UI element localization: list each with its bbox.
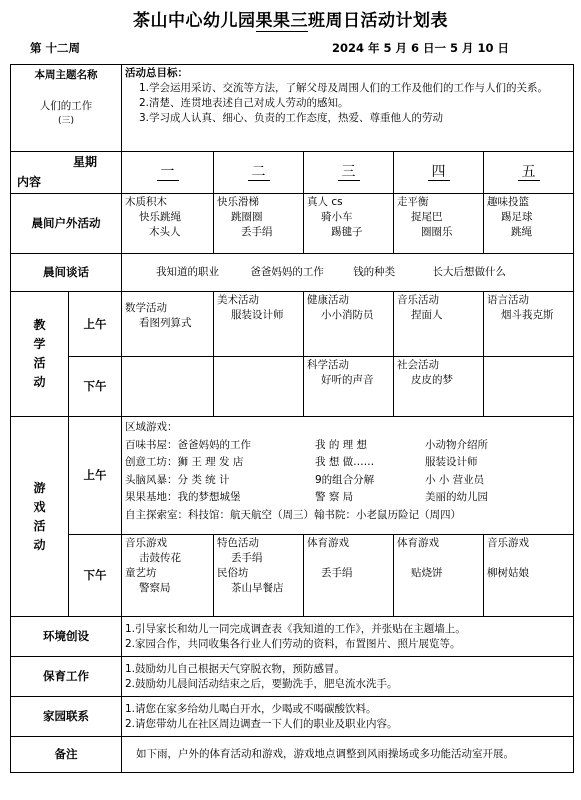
home-cell [122,697,574,737]
theme-row [11,65,574,152]
goal-item: 1.学会运用采访、交流等方法，了解父母及周围人们的工作及他们的工作与人们的关系。 [139,82,549,94]
teaching-pm-label: 下午 [69,357,122,417]
teaching-cell [484,357,574,417]
goal-item: 3.学习成人认真、细心、负责的工作态度，热爱、尊重他人的劳动 [139,112,444,124]
care-item: 2.鼓励幼儿晨间活动结束之后，要勤洗手，肥皂流水洗手。 [125,677,398,690]
theme-label: 本周主题名称 [34,69,98,81]
goals-label: 活动总目标： [125,67,188,79]
area-row: 创意工坊：狮 王 理 发 店 我 想 做…… 服装设计师 [125,456,478,468]
teaching-pm-row [11,357,574,417]
day-header: 一 [122,152,214,194]
header-content: 内容 [17,175,42,189]
game-pm-label: 下午 [69,535,122,617]
teaching-am-row [11,292,574,357]
home-item: 2.请您带幼儿在社区周边调查一下人们的职业及职业内容。 [125,717,398,730]
care-item: 1.鼓励幼儿自己根据天气穿脱衣物，预防感冒。 [125,662,346,675]
home-item: 1.请您在家多给幼儿喝白开水，少喝或不喝碳酸饮料。 [125,702,377,715]
area-row: 百味书屋：爸爸妈妈的工作 我 的 理 想 小动物介绍所 [125,438,488,451]
teaching-cell: 科学活动 好听的声音 [304,357,394,417]
talk-topic: 爸爸妈妈的工作 [250,266,324,278]
care-label: 保育工作 [11,657,122,697]
game-cell: 音乐游戏 柳树姑娘 [484,535,574,617]
talk-topic: 长大后想做什么 [432,266,507,278]
talk-topic: 钱的种类 [353,266,396,278]
teaching-cell: 社会活动 皮皮的梦 [394,357,484,417]
class-name: 果果三 [255,11,308,31]
week-label: 第 十二周 [30,41,81,55]
goal-item: 2.清楚、连贯地表述自己对成人劳动的感知。 [139,97,349,109]
game-label: 游戏活动 [11,417,69,617]
morning-outdoor-label: 晨间户外活动 [11,194,122,254]
outdoor-cell: 快乐滑梯 跳圈圈 丢手绢 [214,194,304,254]
day-header: 五 [484,152,574,194]
game-cell: 音乐游戏 击鼓传花 童艺坊 警察局 [122,535,214,617]
morning-talk-cell [122,254,574,292]
outdoor-cell: 木质积木 快乐跳绳 木头人 [122,194,214,254]
header-corner [11,152,122,194]
teaching-cell: 美术活动 服装设计师 [214,292,304,357]
game-am-row [11,417,574,535]
theme-cell [11,65,122,152]
theme-name: 人们的工作 [39,100,93,112]
morning-talk-label: 晨间谈话 [11,254,122,292]
environment-label: 环境创设 [11,617,122,657]
day-header: 二 [214,152,304,194]
morning-talk-row [11,254,574,292]
header-weekday: 星期 [72,155,97,169]
teaching-cell: 音乐活动 捏面人 [394,292,484,357]
kindergarten-name: 茶山中心幼儿园 [133,11,256,31]
teaching-cell: 语言活动 烟斗莪克斯 [484,292,574,357]
day-header: 四 [394,152,484,194]
area-title: 区域游戏： [125,421,178,433]
notes-label: 备注 [11,737,122,773]
teaching-cell: 数学活动 看图列算式 [122,292,214,357]
area-games-cell [122,417,574,535]
day-header: 三 [304,152,394,194]
notes-row [11,737,574,773]
game-cell: 体育游戏 贴烧饼 [394,535,484,617]
teaching-cell [122,357,214,417]
morning-outdoor-row [11,194,574,254]
area-row: 果果基地：我的梦想城堡 警 察 局 美丽的幼儿园 [125,491,488,503]
teaching-cell [214,357,304,417]
notes-cell: 如下雨，户外的体育活动和游戏，游戏地点调整到风雨操场或多功能活动室开展。 [122,737,574,773]
teaching-cell: 健康活动 小小消防员 [304,292,394,357]
game-cell: 特色活动 丢手绢 民俗坊 茶山早餐店 [214,535,304,617]
date-range: 2024 年 5 月 6 日一 5 月 10 日 [332,41,510,55]
weekly-plan-table [10,64,574,773]
home-label: 家园联系 [11,697,122,737]
outdoor-cell: 真人 cs 骑小车 踢毽子 [304,194,394,254]
home-row [11,697,574,737]
env-item: 1.引导家长和幼儿一同完成调查表《我知道的工作》，并张贴在主题墙上。 [125,622,466,635]
care-cell [122,657,574,697]
page-title [0,6,581,31]
game-am-label: 上午 [69,417,122,535]
game-pm-row [11,535,574,617]
environment-row [11,617,574,657]
env-item: 2.家园合作，共同收集各行业人们劳动的资料，布置图片、照片展览等。 [125,637,461,650]
goals-cell [122,65,574,152]
science-line: 自主探索室：科技馆：航天航空（周三）翰书院：小老鼠历险记（周四） [125,508,461,521]
theme-sub: (三) [57,116,75,126]
environment-cell [122,617,574,657]
teaching-am-label: 上午 [69,292,122,357]
outdoor-cell: 趣味投篮 踢足球 跳绳 [484,194,574,254]
care-row [11,657,574,697]
talk-topic: 我知道的职业 [156,266,219,278]
area-row: 头脑风暴：分 类 统 计 9的组合分解 小 小 营业员 [125,473,485,486]
teaching-label: 教学活动 [11,292,69,417]
title-suffix: 班周日活动计划表 [308,11,448,31]
game-cell: 体育游戏 丢手绢 [304,535,394,617]
header-row [11,152,574,194]
outdoor-cell: 走平衡 捉尾巴 圈圈乐 [394,194,484,254]
